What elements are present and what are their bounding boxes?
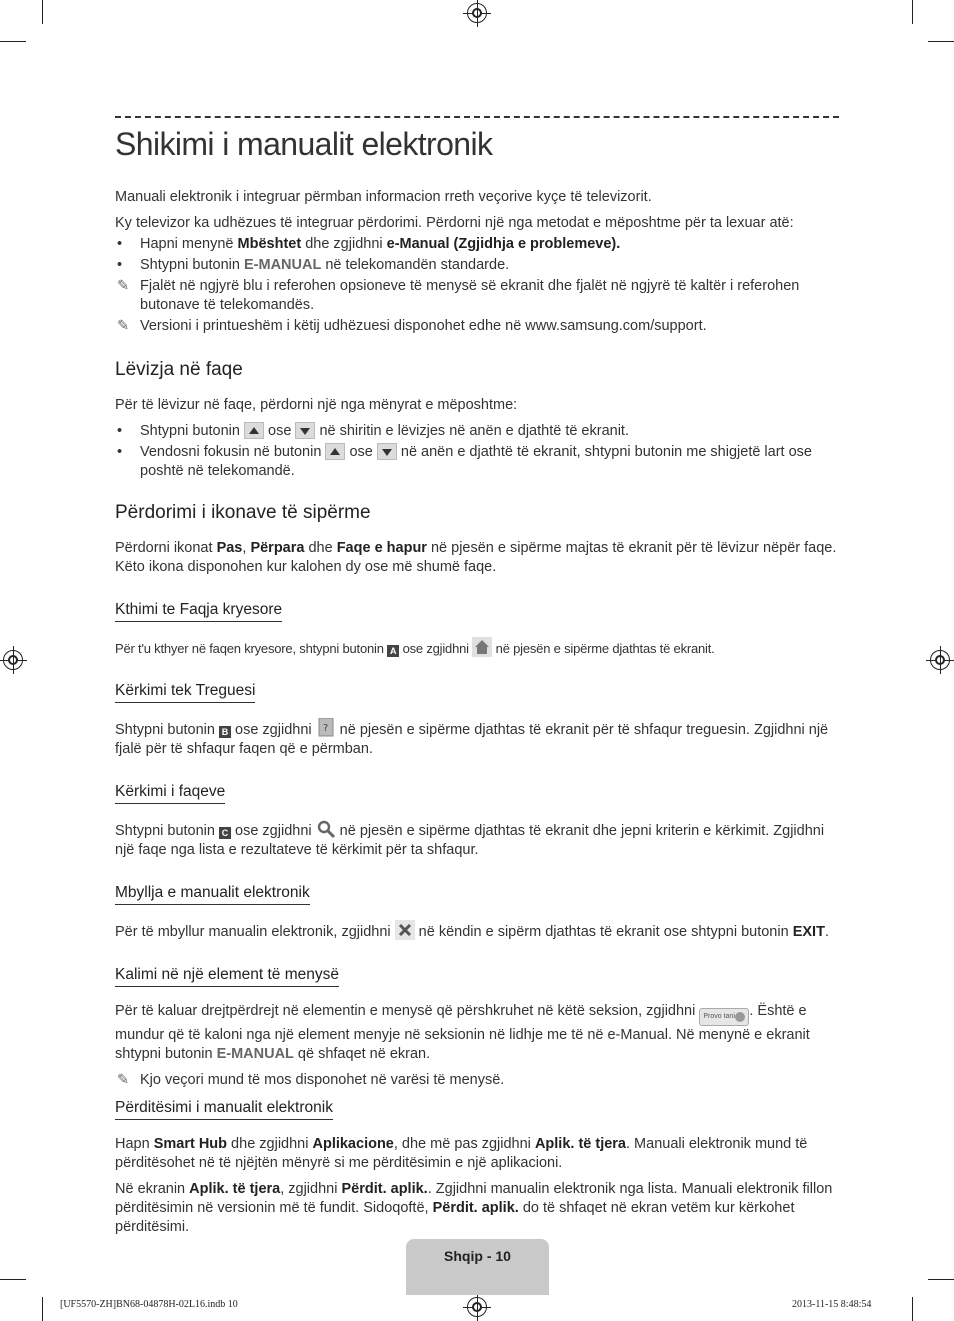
crop-mark xyxy=(912,0,913,24)
subsection-paragraph: Shtypni butonin B ose zgjidhni ? në pjesën e sipërme djathtas të ekranit për të shfaqur treguesin. Zgjidhni një fjalë për të shfaqur faqen që e përmban. xyxy=(115,718,839,759)
bullet-icon: • xyxy=(117,444,123,460)
magnifier-icon xyxy=(316,819,336,839)
registration-mark-icon xyxy=(3,650,23,670)
page-title: Shikimi i manualit elektronik xyxy=(115,126,493,162)
note-item: ✎ Versioni i printueshëm i këtij udhëzuesi disponohet edhe në www.samsung.com/support. xyxy=(117,318,707,334)
crop-mark xyxy=(912,1297,913,1321)
list-item: • Hapni menynë Mbështet dhe zgjidhni e-Manual (Zgjidhja e problemeve). xyxy=(117,236,621,252)
pencil-note-icon: ✎ xyxy=(117,318,130,334)
subsection-heading: Kthimi te Faqja kryesore xyxy=(115,600,282,622)
registration-mark-icon xyxy=(467,3,487,23)
subsection-heading: Mbyllja e manualit elektronik xyxy=(115,883,310,905)
index-icon xyxy=(316,718,336,738)
registration-mark-icon xyxy=(930,650,950,670)
intro-paragraph: Ky televizor ka udhëzues të integruar përdorimi. Përdorni një nga metodat e mëposhtme për ta lexuar atë: xyxy=(115,215,794,231)
try-now-button: Provo tani xyxy=(699,1008,749,1026)
crop-mark xyxy=(42,0,43,24)
pencil-note-icon: ✎ xyxy=(117,278,130,294)
crop-mark xyxy=(0,1279,26,1280)
svg-text:?: ? xyxy=(322,723,328,734)
note-list xyxy=(115,1071,839,1090)
list-item: • Vendosni fokusin në butonin ose në anën e djathtë të ekranit, shtypni butonin me shigjetë lart ose poshtë në telekomandë. xyxy=(117,444,812,479)
subsection-paragraph: Hapn Smart Hub dhe zgjidhni Aplikacione, dhe më pas zgjidhni Aplik. të tjera. Manuali elektronik mund të përditësohet në të njëjtën mënyrë si me përditësimin e një aplikacioni. xyxy=(115,1136,808,1171)
crop-mark xyxy=(0,41,26,42)
scroll-down-icon xyxy=(295,422,315,439)
intro-paragraph: Manuali elektronik i integruar përmban informacion rreth veçorive kyçe të televizorit. xyxy=(115,189,652,205)
subsection-heading: Kërkimi tek Treguesi xyxy=(115,681,255,703)
c-button-icon: C xyxy=(219,827,231,839)
section-paragraph: Për të lëvizur në faqe, përdorni një nga mënyrat e mëposhtme: xyxy=(115,397,518,413)
list-item: • Shtypni butonin ose në shiritin e lëvizjes në anën e djathtë të ekranit. xyxy=(117,423,629,439)
scroll-up-icon xyxy=(325,443,345,460)
crop-mark xyxy=(42,1297,43,1321)
section-paragraph: Përdorni ikonat Pas, Përpara dhe Faqe e hapur në pjesën e sipërme majtas të ekranit për të lëvizur nëpër faqe. Këto ikona disponohen kur kalohen dy ose më shumë faqe. xyxy=(115,540,837,575)
home-icon xyxy=(472,637,492,657)
scroll-down-icon xyxy=(377,443,397,460)
close-x-icon xyxy=(395,920,415,940)
list-item: • Shtypni butonin E-MANUAL në telekomandën standarde. xyxy=(117,257,510,273)
section-heading: Lëvizja në faqe xyxy=(115,359,243,380)
print-slug-left: [UF5570-ZH]BN68-04878H-02L16.indb 10 xyxy=(60,1299,238,1310)
subsection-heading: Përditësimi i manualit elektronik xyxy=(115,1098,333,1120)
navigation-list xyxy=(115,422,839,481)
intro-list xyxy=(115,235,839,336)
bullet-icon: • xyxy=(117,236,123,252)
bullet-icon: • xyxy=(117,423,123,439)
dashed-rule xyxy=(115,116,839,118)
b-button-icon: B xyxy=(219,726,231,738)
print-slug-right: 2013-11-15 8:48:54 xyxy=(792,1299,872,1310)
pencil-note-icon: ✎ xyxy=(117,1072,130,1088)
subsection-paragraph: Në ekranin Aplik. të tjera, zgjidhni Përdit. aplik.. Zgjidhni manualin elektronik nga lista. Manuali elektronik fillon përditësimin në versionin më të fundit. Sidoqoftë, Përdit. aplik. do të shfaqet në ekran vetëm kur kërkohet përditësimi. xyxy=(115,1181,833,1235)
crop-mark xyxy=(928,41,954,42)
section-heading: Përdorimi i ikonave të sipërme xyxy=(115,502,371,523)
registration-mark-icon xyxy=(467,1297,487,1317)
crop-mark xyxy=(928,1279,954,1280)
subsection-paragraph: Për të mbyllur manualin elektronik, zgjidhni në këndin e sipërm djathtas të ekranit ose shtypni butonin EXIT. xyxy=(115,920,839,942)
page-number-tab: Shqip - 10 xyxy=(406,1239,549,1295)
scroll-up-icon xyxy=(244,422,264,439)
subsection-heading: Kalimi në një element të menysë xyxy=(115,965,339,987)
subsection-paragraph: Për të kaluar drejtpërdrejt në elementin e menysë që përshkruhet në këtë seksion, zgjidhni Provo tani . Është e mundur që të kaloni nga një element menyje në seksionin në lidhje me të në e-Manual. Në menynë e ekranit shtypni butonin E-MANUAL që shfaqet në ekran. xyxy=(115,1003,810,1062)
subsection-paragraph: Për t'u kthyer në faqen kryesore, shtypni butonin A ose zgjidhni në pjesën e sipërme djathtas të ekranit. xyxy=(115,637,839,658)
subsection-paragraph: Shtypni butonin C ose zgjidhni në pjesën e sipërme djathtas të ekranit dhe jepni kriterin e kërkimit. Zgjidhni një faqe nga lista e rezultateve të kërkimit për ta shfaqur. xyxy=(115,819,839,860)
note-item: ✎ Kjo veçori mund të mos disponohet në varësi të menysë. xyxy=(117,1072,505,1088)
bullet-icon: • xyxy=(117,257,123,273)
page-content xyxy=(115,116,839,1244)
a-button-icon: A xyxy=(387,645,399,657)
subsection-heading: Kërkimi i faqeve xyxy=(115,782,225,804)
note-item: ✎ Fjalët në ngjyrë blu i referohen opsioneve të menysë së ekranit dhe fjalët në ngjyrë të kaltër i referohen butonave të telekomandës. xyxy=(117,278,800,313)
